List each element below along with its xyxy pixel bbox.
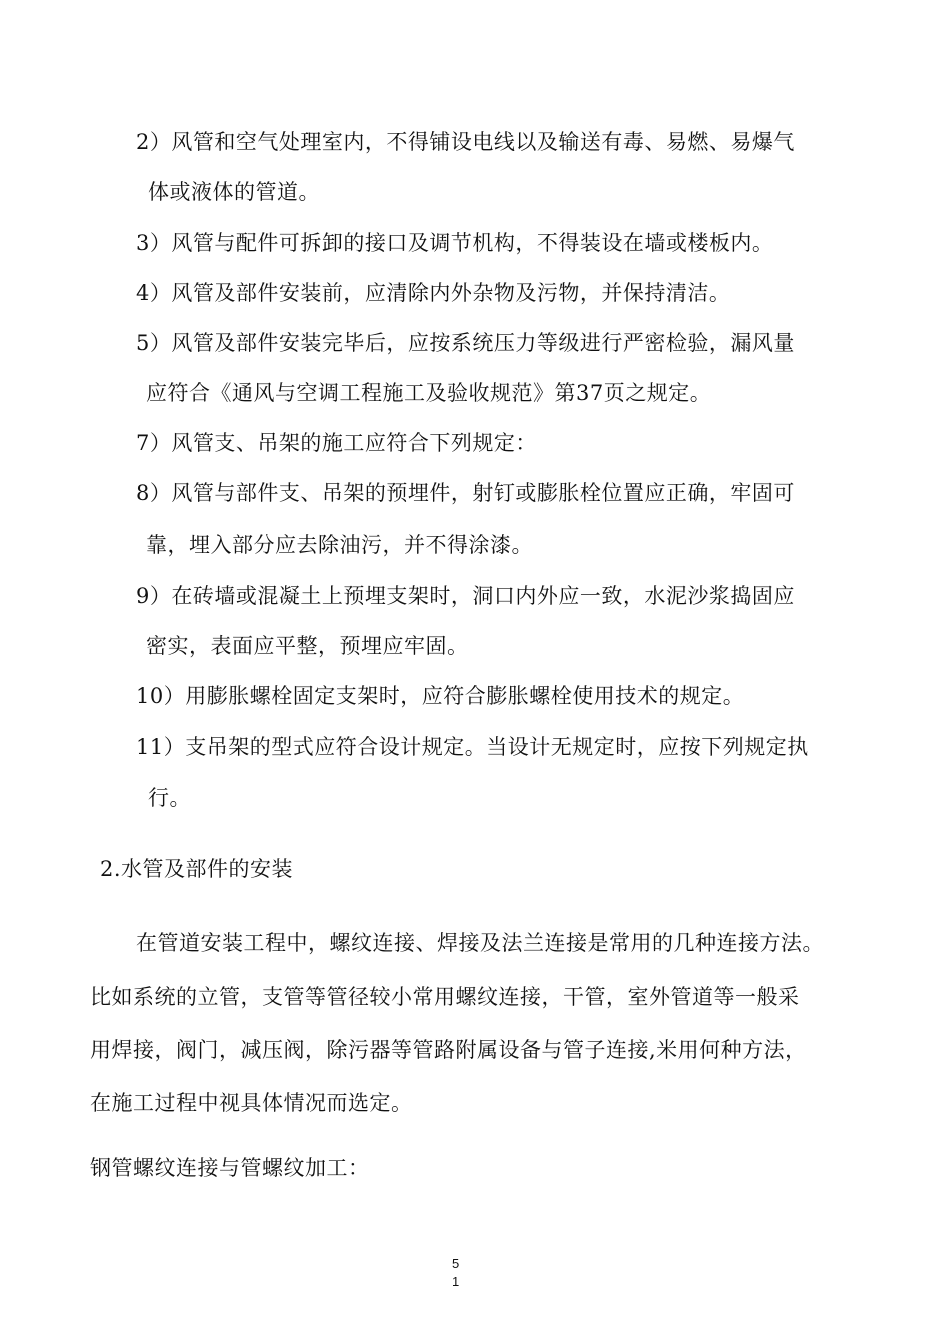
item-3-line-1: 3）风管与配件可拆卸的接口及调节机构，不得装设在墙或楼板内。: [136, 231, 774, 255]
page-number-bottom: 1: [452, 1274, 460, 1289]
item-8-line-1: 8）风管与部件支、吊架的预埋件，射钉或膨胀栓位置应正确，牢固可: [136, 481, 795, 505]
section-heading: 2.水管及部件的安装: [100, 857, 294, 881]
item-8-line-2: 靠，埋入部分应去除油污，并不得涂漆。: [146, 533, 533, 557]
item-10-line-1: 10）用膨胀螺栓固定支架时，应符合膨胀螺栓使用技术的规定。: [136, 684, 745, 708]
item-11-line-2: 行。: [148, 786, 191, 810]
item-9-line-2: 密实，表面应平整，预埋应牢固。: [146, 634, 469, 658]
subheading: 钢管螺纹连接与管螺纹加工：: [90, 1156, 370, 1180]
paragraph-line-1: 在管道安装工程中，螺纹连接、焊接及法兰连接是常用的几种连接方法。: [136, 931, 824, 955]
paragraph-line-2: 比如系统的立管，支管等管径较小常用螺纹连接，干管，室外管道等一般采: [90, 985, 800, 1009]
item-5-line-1: 5）风管及部件安装完毕后，应按系统压力等级进行严密检验，漏风量: [136, 331, 795, 355]
item-5-line-2: 应符合《通风与空调工程施工及验收规范》第37页之规定。: [146, 381, 712, 405]
item-7-line-1: 7）风管支、吊架的施工应符合下列规定：: [136, 431, 537, 455]
item-11-line-1: 11）支吊架的型式应符合设计规定。当设计无规定时，应按下列规定执: [136, 735, 809, 759]
paragraph-line-3: 用焊接，阀门，减压阀，除污器等管路附属设备与管子连接,米用何种方法，: [90, 1038, 807, 1062]
item-9-line-1: 9）在砖墙或混凝土上预埋支架时，洞口内外应一致，水泥沙浆捣固应: [136, 584, 795, 608]
page-number-top: 5: [452, 1256, 460, 1271]
paragraph-line-4: 在施工过程中视具体情况而选定。: [90, 1091, 413, 1115]
item-2-line-1: 2）风管和空气处理室内，不得铺设电线以及输送有毒、易燃、易爆气: [136, 130, 795, 154]
item-2-line-2: 体或液体的管道。: [148, 180, 320, 204]
item-4-line-1: 4）风管及部件安装前，应清除内外杂物及污物，并保持清洁。: [136, 281, 731, 305]
